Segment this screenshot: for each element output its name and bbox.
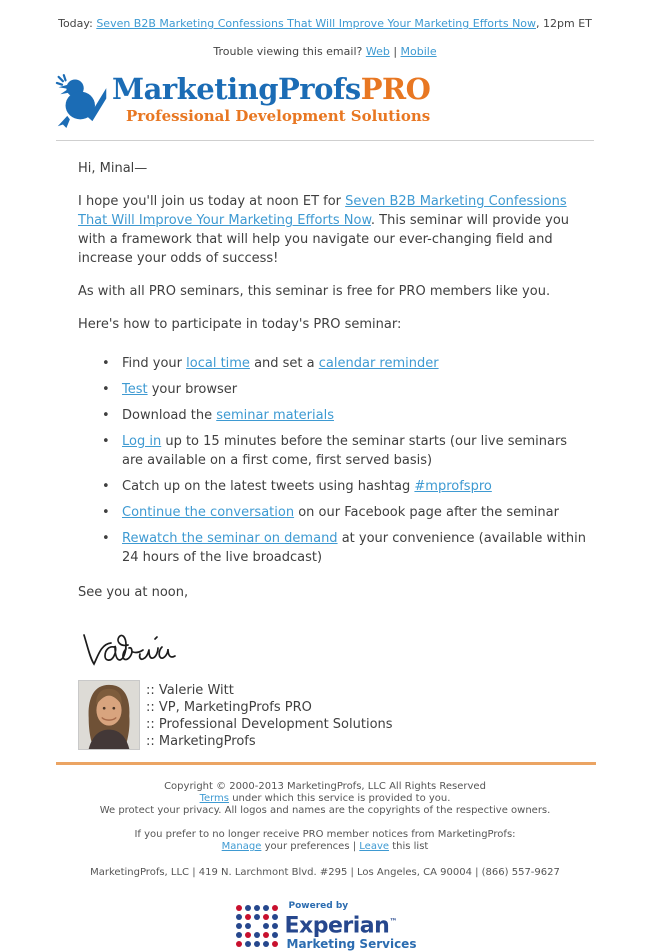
valerie-headshot-photo [78,680,140,750]
seminar-title-link[interactable]: Seven B2B Marketing Confessions That Will Improve Your Marketing Efforts Now [96,17,537,30]
intro-after: . This seminar will provide you with a framework that will help you navigate our ever-changing field and increase your odds of success! [78,213,570,266]
footer [0,781,650,879]
experian-subtitle: Marketing Services [286,937,417,951]
unsubscribe-intro: If you prefer to no longer receive PRO member notices from MarketingProfs: [134,829,516,840]
marketingprofs-logo[interactable] [56,74,650,130]
inline-link[interactable]: #mprofspro [414,479,492,494]
list-item-text: Download the [122,408,217,423]
signature-line: :: VP, MarketingProfs PRO [146,700,312,715]
inline-link[interactable]: Log in [122,434,162,449]
brand-pro: PRO [360,72,431,106]
copyright-block [0,781,650,817]
signature-line: :: MarketingProfs [146,734,256,749]
inline-link[interactable]: Rewatch the seminar on demand [122,531,338,546]
inline-link[interactable]: calendar reminder [318,356,439,371]
brand-marketingprofs: MarketingProfs [112,72,361,106]
company-address-line: MarketingProfs, LLC | 419 N. Larchmont Blvd. #295 | Los Angeles, CA 90004 | (866) 557-9627 [90,867,560,878]
unsubscribe-block [0,829,650,853]
manage-preferences-link[interactable]: Manage [221,841,262,852]
list-item [78,529,588,567]
list-item [78,432,588,470]
experian-name: Experian™ [284,913,397,939]
terms-link[interactable]: Terms [199,793,230,804]
email-main-copy [0,141,650,750]
list-item-text: Catch up on the latest tweets using hashtag [122,479,415,494]
list-item [78,406,588,425]
terms-line [0,793,650,805]
intro-paragraph [78,192,588,268]
manage-rest: your preferences [261,841,353,852]
list-item [78,354,588,373]
leave-rest: this list [389,841,429,852]
intro-before: I hope you'll join us today at noon ET for [78,194,346,209]
experian-logo-text [285,901,417,951]
trouble-text: Trouble viewing this email? [213,45,366,58]
mobile-version-link[interactable]: Mobile [400,45,437,58]
free-for-members-paragraph: As with all PRO seminars, this seminar is free for PRO members like you. [78,284,551,299]
inline-link[interactable]: seminar materials [216,408,334,423]
today-prefix: Today: [58,17,97,30]
brand-name [112,74,430,104]
powered-by-label: Powered by [288,901,349,911]
terms-rest: under which this service is provided to you. [229,793,451,804]
signature-block [78,680,588,750]
experian-logo[interactable] [0,901,650,951]
today-notice [0,0,650,30]
greeting: Hi, Minal— [78,161,148,176]
inline-link[interactable]: Test [122,382,148,397]
list-item [78,503,588,522]
preferences-line [0,841,650,853]
today-suffix: , 12pm ET [536,17,592,30]
footer-divider [56,762,596,765]
list-item-text: on our Facebook page after the seminar [294,505,559,520]
privacy-line: We protect your privacy. All logos and names are the copyrights of the respective owners. [99,805,551,816]
copyright-line: Copyright © 2000-2013 MarketingProfs, LLC All Rights Reserved [164,781,486,792]
list-item [78,477,588,496]
list-item [78,380,588,399]
pipe: | [352,841,360,852]
list-item-text: Find your [122,356,187,371]
trademark-symbol: ™ [389,917,397,926]
logo-text [112,74,430,125]
seminar-title-inline-link[interactable]: Seven B2B Marketing Confessions That Will Improve Your Marketing Efforts Now [78,194,567,228]
web-version-link[interactable]: Web [365,45,390,58]
participation-steps-list [78,354,588,567]
brand-tagline: Professional Development Solutions [126,107,431,125]
list-item-text: at your convenience (available within 24 hours of the live broadcast) [122,531,586,565]
experian-dots-icon [234,903,280,949]
closing-line: See you at noon, [78,585,189,600]
trouble-viewing-notice [0,45,650,58]
bird-logo-icon [56,74,108,130]
leave-list-link[interactable]: Leave [359,841,390,852]
signature-lines [146,680,393,750]
signature-line: :: Valerie Witt [146,683,234,698]
list-item-text: and set a [249,356,319,371]
inline-link[interactable]: local time [186,356,250,371]
list-item-text: up to 15 minutes before the seminar starts (our live seminars are available on a first come, first served basis) [122,434,568,468]
inline-link[interactable]: Continue the conversation [122,505,295,520]
how-to-participate-heading: Here's how to participate in today's PRO seminar: [78,317,402,332]
signature-line: :: Professional Development Solutions [146,717,393,732]
list-item-text: your browser [147,382,238,397]
separator: | [389,45,401,58]
signature-script-image [80,630,205,672]
